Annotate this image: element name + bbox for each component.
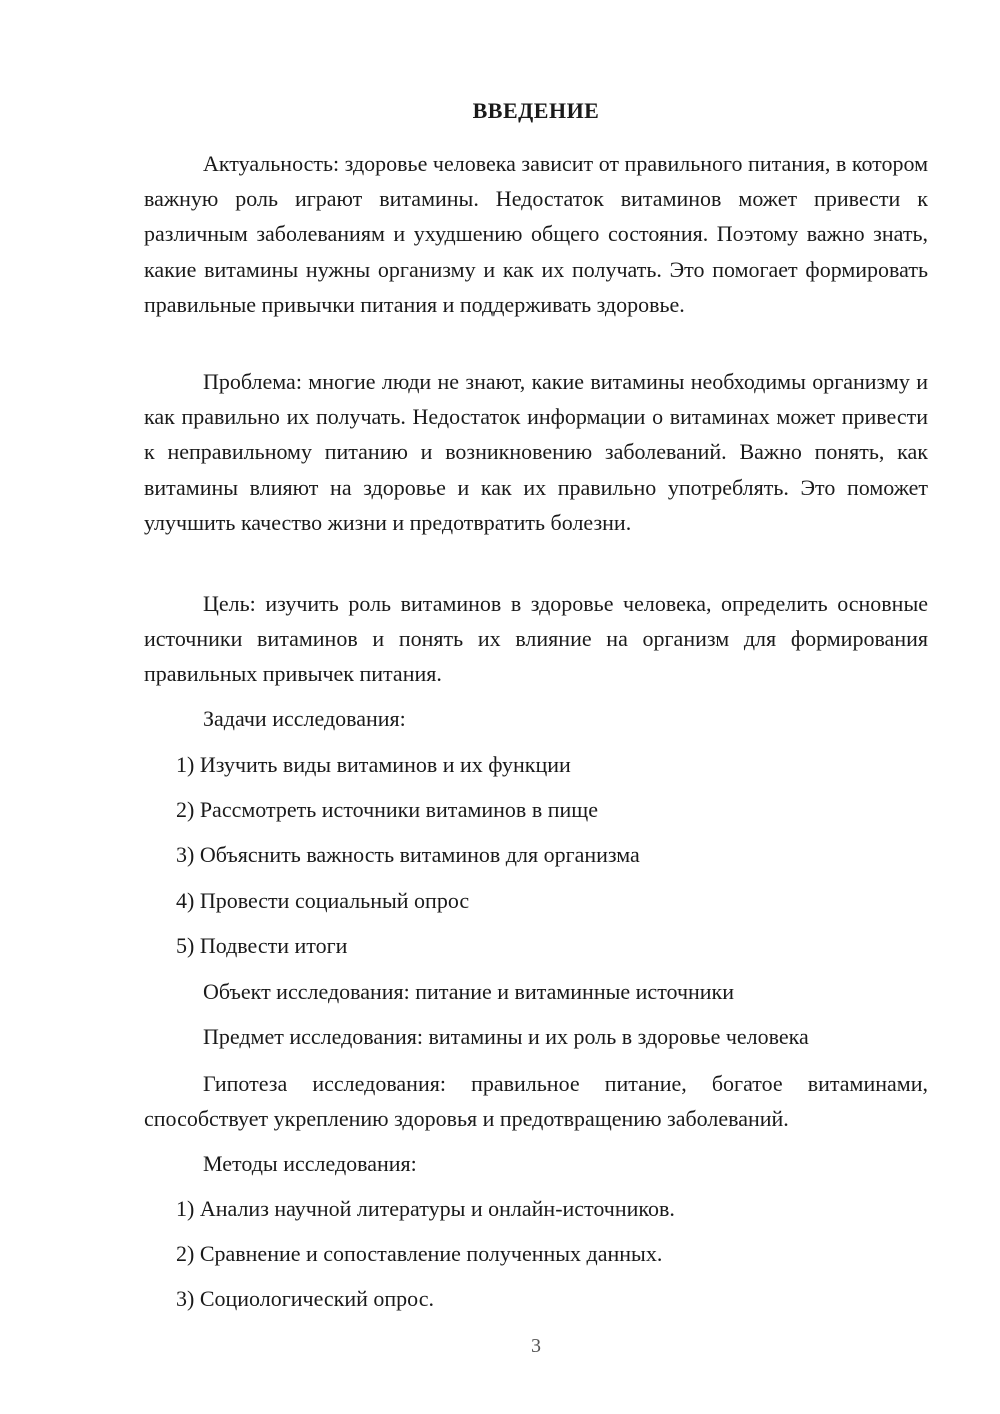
relevance-paragraph: Актуальность: здоровье человека зависит от правильного питания, в котором важную роль играют витамины. Недостаток витаминов может привести к различным заболеваниям и ухудшению общего состояния. Поэтому важно знать, какие витамины нужны организму и как их получать. Это помогает формировать правильные привычки питания и поддерживать здоровье. [144, 151, 928, 317]
task-item-3: 3) Объяснить важность витаминов для организма [176, 842, 640, 867]
problem-block [144, 364, 928, 540]
relevance-block [144, 146, 928, 322]
goal-paragraph: Цель: изучить роль витаминов в здоровье человека, определить основные источники витаминов и понять их влияние на организм для формирования правильных привычек питания. [144, 591, 928, 687]
method-item-2: 2) Сравнение и сопоставление полученных данных. [176, 1241, 663, 1266]
method-item-3: 3) Социологический опрос. [176, 1286, 434, 1311]
goal-block [144, 586, 928, 692]
problem-paragraph: Проблема: многие люди не знают, какие витамины необходимы организму и как правильно их получать. Недостаток информации о витаминах может привести к неправильному питанию и возникновению заболеваний. Важно понять, как витамины влияют на здоровье и как их правильно употреблять. Это поможет улучшить качество жизни и предотвратить болезни. [144, 369, 928, 535]
subject-line: Предмет исследования: витамины и их роль в здоровье человека [203, 1024, 809, 1049]
method-item-1: 1) Анализ научной литературы и онлайн-источников. [176, 1196, 675, 1221]
methods-title: Методы исследования: [203, 1151, 417, 1176]
task-item-2: 2) Рассмотреть источники витаминов в пище [176, 797, 598, 822]
task-item-4: 4) Провести социальный опрос [176, 888, 470, 913]
hypothesis-paragraph: Гипотеза исследования: правильное питание, богатое витаминами, способствует укреплению здоровья и предотвращению заболеваний. [144, 1071, 928, 1132]
task-item-1: 1) Изучить виды витаминов и их функции [176, 752, 571, 777]
hypothesis-block [144, 1066, 928, 1136]
tasks-title: Задачи исследования: [203, 706, 406, 731]
task-item-5: 5) Подвести итоги [176, 933, 348, 958]
section-heading: ВВЕДЕНИЕ [472, 98, 600, 123]
object-line: Объект исследования: питание и витаминные источники [203, 979, 735, 1004]
page-number: 3 [531, 1335, 541, 1357]
